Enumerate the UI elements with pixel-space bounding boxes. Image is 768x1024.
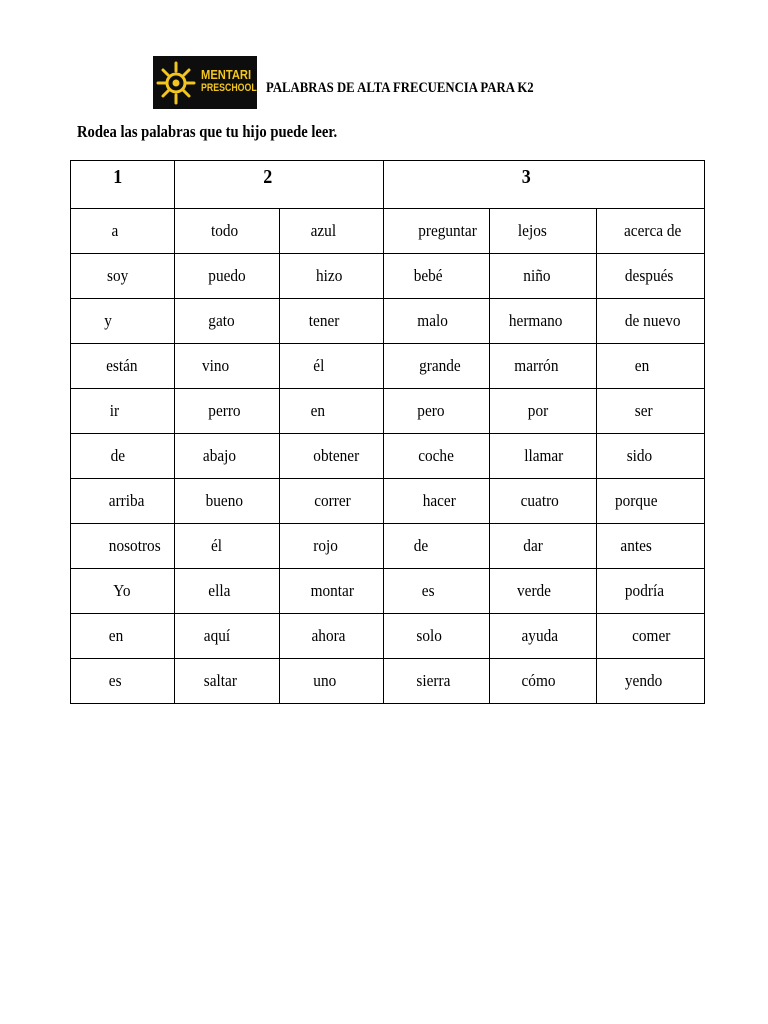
word-cell bbox=[384, 524, 490, 569]
word-text: marrón bbox=[514, 356, 559, 375]
word-text: en bbox=[634, 356, 650, 375]
table-row bbox=[71, 524, 705, 569]
word-text: arriba bbox=[108, 491, 145, 510]
word-text: ir bbox=[109, 401, 120, 420]
word-cell bbox=[384, 299, 490, 344]
word-cell bbox=[384, 569, 490, 614]
word-text: solo bbox=[416, 626, 442, 645]
word-cell bbox=[71, 434, 175, 479]
word-text: ella bbox=[208, 581, 231, 600]
word-text: coche bbox=[418, 446, 454, 465]
word-cell bbox=[384, 659, 490, 704]
word-text: aquí bbox=[203, 626, 231, 645]
word-cell bbox=[71, 614, 175, 659]
word-text: de nuevo bbox=[624, 311, 681, 330]
word-cell bbox=[384, 614, 490, 659]
column-header: 3 bbox=[384, 161, 705, 209]
word-cell bbox=[280, 524, 384, 569]
word-text: antes bbox=[620, 536, 652, 555]
word-text: uno bbox=[313, 671, 337, 690]
word-cell bbox=[490, 389, 597, 434]
word-cell bbox=[384, 344, 490, 389]
word-cell bbox=[384, 479, 490, 524]
word-text: a bbox=[111, 221, 119, 240]
word-cell bbox=[490, 569, 597, 614]
word-cell bbox=[175, 479, 280, 524]
school-logo bbox=[153, 56, 257, 109]
word-cell bbox=[175, 569, 280, 614]
word-text: preguntar bbox=[418, 221, 477, 240]
word-cell bbox=[597, 299, 705, 344]
word-text: azul bbox=[310, 221, 337, 240]
word-text: verde bbox=[517, 581, 551, 600]
word-text: hacer bbox=[422, 491, 456, 510]
word-text: abajo bbox=[202, 446, 237, 465]
word-text: están bbox=[106, 356, 138, 375]
word-cell bbox=[280, 209, 384, 254]
table-row bbox=[71, 299, 705, 344]
word-cell bbox=[384, 254, 490, 299]
word-cell bbox=[175, 389, 280, 434]
word-text: él bbox=[211, 536, 223, 555]
table-row bbox=[71, 389, 705, 434]
word-cell bbox=[175, 434, 280, 479]
table-row bbox=[71, 209, 705, 254]
word-text: vino bbox=[202, 356, 230, 375]
word-text: cuatro bbox=[520, 491, 559, 510]
word-cell bbox=[490, 524, 597, 569]
word-text: saltar bbox=[203, 671, 237, 690]
word-text: sierra bbox=[416, 671, 451, 690]
word-text: sido bbox=[626, 446, 653, 465]
word-text: todo bbox=[211, 221, 239, 240]
word-cell bbox=[597, 569, 705, 614]
word-cell bbox=[280, 254, 384, 299]
word-text: malo bbox=[417, 311, 448, 330]
word-cell bbox=[71, 299, 175, 344]
word-text: tener bbox=[308, 311, 340, 330]
word-text: él bbox=[313, 356, 325, 375]
word-cell bbox=[490, 479, 597, 524]
column-header: 2 bbox=[175, 161, 384, 209]
word-cell bbox=[280, 479, 384, 524]
word-cell bbox=[71, 479, 175, 524]
word-cell bbox=[280, 299, 384, 344]
word-cell bbox=[280, 569, 384, 614]
word-cell bbox=[597, 479, 705, 524]
word-cell bbox=[597, 659, 705, 704]
word-cell bbox=[71, 569, 175, 614]
word-text: obtener bbox=[313, 446, 360, 465]
word-cell bbox=[71, 659, 175, 704]
word-cell bbox=[490, 344, 597, 389]
word-text: es bbox=[421, 581, 435, 600]
word-text: nosotros bbox=[108, 536, 161, 555]
word-text: y bbox=[104, 311, 112, 330]
word-text: grande bbox=[419, 356, 461, 375]
word-cell bbox=[490, 614, 597, 659]
sun-icon bbox=[155, 59, 197, 107]
table-row bbox=[71, 569, 705, 614]
word-text: niño bbox=[523, 266, 551, 285]
word-text: lejos bbox=[517, 221, 547, 240]
word-cell bbox=[175, 659, 280, 704]
word-cell bbox=[490, 299, 597, 344]
word-text: acerca de bbox=[624, 221, 682, 240]
word-cell bbox=[490, 209, 597, 254]
word-cell bbox=[384, 209, 490, 254]
word-cell bbox=[280, 434, 384, 479]
word-cell bbox=[280, 614, 384, 659]
word-text: de bbox=[413, 536, 429, 555]
word-text: después bbox=[624, 266, 674, 285]
word-text: soy bbox=[107, 266, 129, 285]
word-cell bbox=[280, 659, 384, 704]
word-text: rojo bbox=[313, 536, 338, 555]
word-text: de bbox=[110, 446, 126, 465]
word-cell bbox=[280, 344, 384, 389]
word-text: yendo bbox=[624, 671, 663, 690]
table-row bbox=[71, 479, 705, 524]
table-row bbox=[71, 614, 705, 659]
table-row bbox=[71, 434, 705, 479]
logo-text-mentari: MENTARI bbox=[201, 67, 252, 82]
word-text: comer bbox=[632, 626, 671, 645]
word-text: hermano bbox=[508, 311, 563, 330]
column-header: 1 bbox=[71, 161, 175, 209]
word-text: bebé bbox=[413, 266, 443, 285]
table-row bbox=[71, 344, 705, 389]
word-text: Yo bbox=[113, 581, 131, 600]
table-row bbox=[71, 254, 705, 299]
word-text: gato bbox=[208, 311, 235, 330]
word-text: montar bbox=[310, 581, 354, 600]
word-cell bbox=[597, 254, 705, 299]
word-cell bbox=[597, 344, 705, 389]
word-cell bbox=[71, 254, 175, 299]
word-text: dar bbox=[523, 536, 543, 555]
word-text: puedo bbox=[208, 266, 246, 285]
word-text: perro bbox=[208, 401, 241, 420]
word-cell bbox=[71, 209, 175, 254]
word-text: hizo bbox=[316, 266, 343, 285]
word-cell bbox=[280, 389, 384, 434]
word-cell bbox=[175, 524, 280, 569]
word-cell bbox=[490, 254, 597, 299]
word-cell bbox=[175, 299, 280, 344]
word-cell bbox=[71, 524, 175, 569]
word-text: en bbox=[310, 401, 326, 420]
word-cell bbox=[175, 254, 280, 299]
word-cell bbox=[384, 389, 490, 434]
instruction-text: Rodea las palabras que tu hijo puede leer. bbox=[77, 122, 338, 141]
word-text: cómo bbox=[521, 671, 556, 690]
word-text: ayuda bbox=[521, 626, 559, 645]
word-text: por bbox=[527, 401, 549, 420]
word-table bbox=[70, 160, 705, 704]
word-cell bbox=[71, 344, 175, 389]
word-text: pero bbox=[417, 401, 445, 420]
word-cell bbox=[597, 434, 705, 479]
word-text: correr bbox=[314, 491, 351, 510]
word-cell bbox=[597, 389, 705, 434]
word-cell bbox=[597, 614, 705, 659]
table-header-row bbox=[71, 161, 705, 209]
word-cell bbox=[597, 524, 705, 569]
word-text: llamar bbox=[524, 446, 564, 465]
word-text: porque bbox=[615, 491, 658, 510]
word-cell bbox=[175, 209, 280, 254]
document-title: PALABRAS DE ALTA FRECUENCIA PARA K2 bbox=[266, 80, 534, 96]
logo-text-preschool: PRESCHOOL bbox=[201, 82, 257, 94]
word-cell bbox=[71, 389, 175, 434]
table-row bbox=[71, 659, 705, 704]
word-text: es bbox=[108, 671, 122, 690]
word-text: bueno bbox=[205, 491, 243, 510]
word-cell bbox=[175, 614, 280, 659]
word-text: podría bbox=[624, 581, 664, 600]
word-cell bbox=[384, 434, 490, 479]
word-cell bbox=[597, 209, 705, 254]
word-cell bbox=[490, 659, 597, 704]
word-cell bbox=[175, 344, 280, 389]
word-text: ahora bbox=[311, 626, 346, 645]
word-cell bbox=[490, 434, 597, 479]
word-text: ser bbox=[634, 401, 653, 420]
word-text: en bbox=[108, 626, 124, 645]
